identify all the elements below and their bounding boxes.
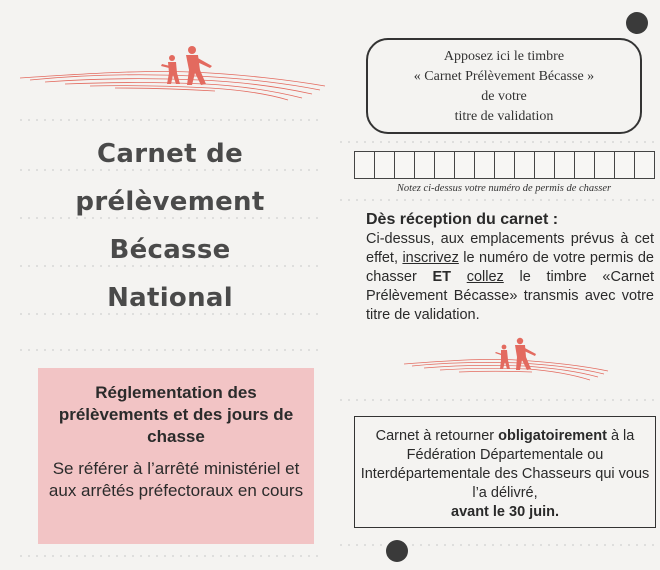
stamp-placement-box: [366, 38, 642, 134]
regulation-box: [38, 368, 314, 544]
permit-digit-box[interactable]: [534, 151, 555, 179]
reception-body: [366, 230, 654, 325]
permit-digit-box[interactable]: [474, 151, 495, 179]
binding-hole-dot-icon: [386, 540, 408, 562]
return-deadline: avant le 30 juin.: [451, 504, 559, 520]
hunters-on-field-logo-icon: [20, 44, 330, 102]
reception-et: ET: [432, 269, 451, 285]
permit-digit-box[interactable]: [514, 151, 535, 179]
permit-digit-box[interactable]: [574, 151, 595, 179]
return-text: à la Fédération Départementale ou Interdépartementale des Chasseurs qui vous l’a délivré,: [360, 428, 650, 501]
stamp-box-line: « Carnet Prélèvement Bécasse »: [413, 69, 595, 84]
permit-note: Notez ci-dessus votre numéro de permis de chasser: [396, 183, 612, 194]
permit-digit-box[interactable]: [494, 151, 515, 179]
permit-digit-box[interactable]: [434, 151, 455, 179]
reception-collez: collez: [466, 269, 504, 285]
permit-digit-box[interactable]: [454, 151, 475, 179]
reception-instructions: [366, 210, 654, 325]
permit-digit-box[interactable]: [614, 151, 635, 179]
booklet-title: [40, 130, 300, 322]
permit-number-boxes[interactable]: [354, 151, 654, 179]
hunters-on-field-logo-icon: [404, 336, 610, 384]
reception-title: Dès réception du carnet :: [366, 211, 559, 228]
return-text: Carnet à retourner: [375, 428, 499, 444]
permit-digit-box[interactable]: [554, 151, 575, 179]
title-line: Bécasse: [109, 235, 231, 265]
reception-inscrivez: inscrivez: [402, 250, 459, 266]
stamp-box-line: titre de validation: [454, 109, 554, 124]
title-line: Carnet de: [96, 139, 244, 169]
permit-digit-box[interactable]: [634, 151, 655, 179]
reception-text: le numéro de votre permis de chasser: [366, 250, 654, 285]
regulation-title: Réglementation des prélèvements et des jours de chasse: [58, 383, 294, 446]
reception-text: [451, 269, 467, 285]
reception-text: le timbre «Carnet Prélèvement Bécasse» transmis avec votre titre de validation.: [366, 269, 655, 323]
return-obligatoirement: obligatoirement: [498, 428, 607, 444]
permit-digit-box[interactable]: [414, 151, 435, 179]
reception-text: Ci-dessus, aux emplacements prévus à cet effet,: [366, 231, 654, 266]
regulation-text: Se référer à l’arrêté ministériel et aux arrêtés préfectoraux en cours: [48, 459, 304, 500]
binding-hole-dot-icon: [626, 12, 648, 34]
permit-digit-box[interactable]: [354, 151, 375, 179]
title-line: National: [107, 283, 233, 313]
stamp-box-line: Apposez ici le timbre: [443, 49, 565, 64]
return-instructions-box: [354, 416, 656, 528]
permit-digit-box[interactable]: [374, 151, 395, 179]
permit-digit-box[interactable]: [394, 151, 415, 179]
title-line: prélèvement: [75, 187, 265, 217]
stamp-box-line: de votre: [481, 89, 527, 104]
permit-digit-box[interactable]: [594, 151, 615, 179]
